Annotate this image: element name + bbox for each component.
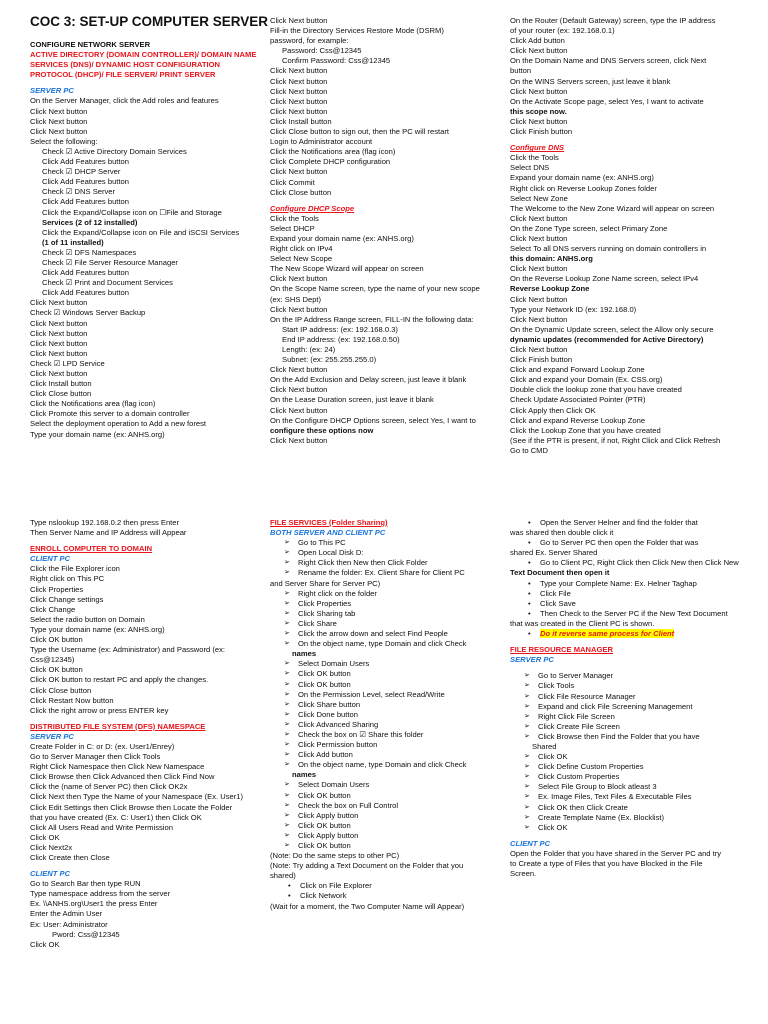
instruction-line: Configure DNS <box>510 143 564 153</box>
instruction-line: Click Next button <box>270 365 328 375</box>
instruction-line: Click Close button <box>30 389 92 399</box>
instruction-line: ➢ Click OK button <box>270 680 506 690</box>
instruction-line: Expand your domain name (ex: ANHS.org) <box>270 233 414 243</box>
instruction-line: FILE SERVICES (Folder Sharing) <box>270 518 388 527</box>
instruction-line: Click Promote this server to a domain controller <box>30 409 190 419</box>
instruction-line: ➢ Expand and click File Screening Management <box>510 702 754 712</box>
instruction-line: names <box>292 649 317 659</box>
instruction-line: Shared <box>532 741 557 751</box>
instruction-line: Select the deployment operation to Add a new forest <box>30 419 207 429</box>
instruction-line: Click Apply then Click OK <box>510 405 596 415</box>
instruction-line: ➢ Select Domain Users <box>270 659 506 669</box>
instruction-line: Click and expand Forward Lookup Zone <box>510 365 645 375</box>
instruction-line: to Create a type of Files that you have Blocked in the File <box>510 859 703 868</box>
instruction-line: ➢ Click Sharing tab <box>270 609 506 619</box>
instruction-line: Click Next then Type the Name of your Namespace (Ex. User1) <box>30 792 243 802</box>
instruction-line: Click Next button <box>270 167 328 177</box>
instruction-line: ➢ Click Advanced Sharing <box>270 720 506 730</box>
instruction-line: Click Next button <box>510 294 568 304</box>
instruction-line: ➢ Click OK <box>510 823 754 833</box>
instruction-line: Click Install button <box>270 116 332 126</box>
instruction-line: Start IP address: (ex: 192.168.0.3) <box>282 324 398 334</box>
instruction-line: Select To all DNS servers running on domain controllers in <box>510 244 707 254</box>
instruction-line: ➢ Go to Server Manager <box>510 671 754 681</box>
instruction-line: ➢ Select File Group to Block atleast 3 <box>510 782 754 792</box>
instruction-line: ➢ Click Add button <box>270 750 506 760</box>
instruction-line: Check ☑ File Server Resource Manager <box>42 257 178 267</box>
instruction-line: Pword: Css@12345 <box>52 929 120 939</box>
instruction-line: • Click on File Explorer <box>270 881 506 891</box>
instruction-line: Right click on This PC <box>30 574 105 584</box>
instruction-line: Click Next button <box>30 328 88 338</box>
instruction-line: On the Domain Name and DNS Servers screen, click Next <box>510 56 707 66</box>
instruction-line: ➢ Go to This PC <box>270 538 506 548</box>
instruction-line: Password: Css@12345 <box>282 46 362 56</box>
instruction-line: ➢ Click Tools <box>510 681 754 691</box>
instruction-line: Length: (ex: 24) <box>282 345 336 354</box>
instruction-line: dynamic updates (recommended for Active Directory) <box>510 334 704 344</box>
instruction-line: ➢ Rename the folder: Ex. Client Share for Client PC <box>270 568 506 578</box>
instruction-line: ➢ Create Template Name (Ex. Blocklist) <box>510 813 754 823</box>
instruction-line: that was created in the Client PC is shown. <box>510 618 655 628</box>
page-title: COC 3: SET-UP COMPUTER SERVER <box>30 14 269 29</box>
instruction-line: Select the following: <box>30 136 98 146</box>
instruction-line: SERVER PC <box>30 731 74 741</box>
instruction-line: Click the Notifications area (flag icon) <box>30 399 156 409</box>
instruction-line: On the Scope Name screen, type the name of your new scope <box>270 284 480 294</box>
instruction-line: Click Next button <box>510 213 568 223</box>
instruction-line: Type your domain name (ex: ANHS.org) <box>30 429 165 439</box>
instruction-line: Enter the Admin User <box>30 909 103 919</box>
instruction-line: ➢ Click OK button <box>270 669 506 679</box>
instruction-line: Click Next button <box>270 86 328 96</box>
instruction-line: Click Add Features button <box>42 288 129 298</box>
instruction-line: On the Activate Scope page, select Yes, I want to activate <box>510 96 704 106</box>
instruction-line: Select New Scope <box>270 254 333 264</box>
instruction-line: Click Add button <box>510 36 565 46</box>
instruction-line: Click Add Features button <box>42 177 129 187</box>
instruction-line: Check ☑ LPD Service <box>30 358 105 368</box>
instruction-line: Click Next button <box>270 274 328 284</box>
instruction-line: Screen. <box>510 869 537 879</box>
instruction-line: Check Update Associated Pointer (PTR) <box>510 395 646 405</box>
instruction-line: ➢ Click Create File Screen <box>510 722 754 732</box>
instruction-line: On the Reverse Lookup Zone Name screen, select IPv4 <box>510 274 699 284</box>
instruction-line: Click Close button <box>270 187 332 197</box>
instruction-line: Click and expand Reverse Lookup Zone <box>510 415 646 425</box>
instruction-line: Click Add Features button <box>42 268 129 278</box>
instruction-line: Click Finish button <box>510 127 573 137</box>
instruction-line: Check ☑ DHCP Server <box>42 167 121 177</box>
instruction-line: Type your Network ID (ex: 192.168.0) <box>510 304 637 314</box>
instruction-line: ➢ Click Apply button <box>270 811 506 821</box>
instruction-line: Click Next button <box>270 405 328 415</box>
instruction-line: of your router (ex: 192.168.0.1) <box>510 26 615 36</box>
instruction-line: ➢ Click Custom Properties <box>510 772 754 782</box>
instruction-line: • Go to Server PC then open the Folder that was <box>510 538 754 548</box>
instruction-line: Click OK <box>30 832 60 842</box>
instruction-line: Click Next button <box>30 338 88 348</box>
instruction-line: Click Next button <box>510 116 568 126</box>
instruction-line: Type nslookup 192.168.0.2 then press Enter <box>30 518 180 527</box>
instruction-line: ➢ Click OK then Click Create <box>510 803 754 813</box>
instruction-line: Click Next2x <box>30 842 73 852</box>
instruction-line: SERVER PC <box>510 655 554 665</box>
instruction-line: • Type your Complete Name: Ex. Helner Taghap <box>510 579 754 589</box>
instruction-line: Click the Expand/Collapse icon on ☐File and Storage <box>42 207 222 217</box>
instruction-line: Services (2 of 12 installed) <box>42 217 138 227</box>
instruction-line: On the Configure DHCP Options screen, select Yes, I want to <box>270 415 476 425</box>
instruction-line: button <box>510 66 532 76</box>
instruction-line: SERVER PC <box>30 86 74 96</box>
instruction-line: Click Next button <box>30 126 88 136</box>
instruction-line: ➢ Click Permission button <box>270 740 506 750</box>
instruction-line: Click Next button <box>270 76 328 86</box>
instruction-line: ➢ Click Define Custom Properties <box>510 762 754 772</box>
instruction-line: Click the Expand/Collapse icon on File and iSCSI Services <box>42 227 240 237</box>
instruction-line: ➢ Ex. Image Files, Text Files & Executable Files <box>510 792 754 802</box>
instruction-line: names <box>292 770 317 780</box>
column-file-resource-manager <box>510 518 754 879</box>
instruction-line: On the Dynamic Update screen, select the Allow only secure <box>510 324 714 334</box>
instruction-line: ➢ Click OK button <box>270 841 506 851</box>
instruction-line: Click the Tools <box>270 213 319 223</box>
instruction-line: Check ☑ DNS Server <box>42 187 116 197</box>
instruction-line: CLIENT PC <box>30 869 71 879</box>
instruction-line: Confirm Password: Css@12345 <box>282 56 391 66</box>
instruction-line: Check ☑ Print and Document Services <box>42 278 173 288</box>
column-domain-dfs <box>30 518 262 950</box>
instruction-line: Check ☑ DFS Namespaces <box>42 247 137 257</box>
instruction-line: that you have created (Ex. C: User1) then Click OK <box>30 812 202 822</box>
instruction-line: End IP address: (ex: 192.168.0.50) <box>282 334 400 344</box>
instruction-line: CONFIGURE NETWORK SERVER <box>30 40 151 49</box>
instruction-line: ➢ Right Click then New then Click Folder <box>270 558 506 568</box>
instruction-line: On the IP Address Range screen, FILL-IN the following data: <box>270 314 474 324</box>
instruction-line: • Then Check to the Server PC if the New Text Document <box>510 609 754 619</box>
instruction-line: Click the right arrow or press ENTER key <box>30 705 169 715</box>
instruction-line: ➢ Check the box on Full Control <box>270 801 506 811</box>
instruction-line: Click Close button <box>30 685 92 695</box>
instruction-line: Click Next button <box>30 369 88 378</box>
instruction-line: Click Next button <box>30 106 88 116</box>
instruction-line <box>510 629 754 639</box>
instruction-line: Click the File Explorer icon <box>30 564 120 574</box>
instruction-line: Subnet: (ex: 255.255.255.0) <box>282 355 377 365</box>
instruction-line: Click Add Features button <box>42 197 129 207</box>
instruction-line: Select New Zone <box>510 193 568 203</box>
instruction-line: ➢ Click Share <box>270 619 506 629</box>
instruction-line: Click the Lookup Zone that you have created <box>510 425 661 435</box>
instruction-line: Click Next button <box>270 304 328 314</box>
instruction-line: Click Next button <box>510 46 568 56</box>
instruction-line: ➢ Click the arrow down and select Find People <box>270 629 506 639</box>
instruction-line: Click Next button <box>510 314 568 324</box>
instruction-line: • Click Network <box>270 891 506 901</box>
instruction-line: Click Change <box>30 604 76 614</box>
instruction-line: ➢ Right Click File Screen <box>510 712 754 722</box>
instruction-line: Ex. \\ANHS.org\User1 the press Enter <box>30 899 158 909</box>
instruction-line: • Open the Server Helner and find the folder that <box>510 518 754 528</box>
instruction-line: Click Finish button <box>510 355 573 365</box>
instruction-line: ➢ Click OK button <box>270 791 506 801</box>
instruction-line: On the Server Manager, click the Add roles and features <box>30 96 219 106</box>
instruction-line: Select DHCP <box>270 223 315 233</box>
instruction-line: Reverse Lookup Zone <box>510 284 590 294</box>
instruction-line: Click Edit Settings then Click Browse then Locate the Folder <box>30 802 233 812</box>
instruction-line: configure these options now <box>270 425 374 435</box>
instruction-line: ➢ Click OK <box>510 752 754 762</box>
instruction-line: Type the Username (ex: Administrator) and Password (ex: <box>30 645 225 655</box>
instruction-line: On the Lease Duration screen, just leave it blank <box>270 395 434 405</box>
instruction-line: ACTIVE DIRECTORY (DOMAIN CONTROLLER)/ DOMAIN NAME SERVICES (DNS)/ DYNAMIC HOST CONFIGURATION PROTOCOL (DHCP)/ FILE SERVER/ PRINT SERVER <box>30 50 257 80</box>
instruction-line: Click All Users Read and Write Permission <box>30 822 173 832</box>
instruction-line: Click Next button <box>510 345 568 354</box>
instruction-line: Login to Administrator account <box>270 137 373 147</box>
instruction-line: On the Zone Type screen, select Primary Zone <box>510 223 668 233</box>
instruction-line: Click Next button <box>510 264 568 274</box>
instruction-line: Click Next button <box>270 106 328 116</box>
instruction-line: Go to Server Manager then Click Tools <box>30 752 161 762</box>
instruction-line: (See if the PTR is present, if not, Right Click and Click Refresh <box>510 435 721 445</box>
instruction-line: was shared then double click it <box>510 528 614 538</box>
instruction-line: ➢ Right click on the folder <box>270 589 506 599</box>
instruction-line: shared) <box>270 871 296 881</box>
instruction-line: Click Next button <box>30 116 88 126</box>
instruction-line: (ex: SHS Dept) <box>270 294 322 304</box>
instruction-line: The New Scope Wizard will appear on screen <box>270 264 424 274</box>
instruction-line: Right Click Namespace then Click New Namespace <box>30 762 205 772</box>
instruction-line: Check ☑ Windows Server Backup <box>30 308 146 318</box>
instruction-line: Click Next button <box>270 96 328 106</box>
instruction-line: ➢ Select Domain Users <box>270 780 506 790</box>
instruction-line: (Wait for a moment, the Two Computer Name will Appear) <box>270 901 465 911</box>
instruction-line: Open the Folder that you have shared in the Server PC and try <box>510 848 722 858</box>
instruction-line: Click Properties <box>30 584 84 594</box>
instruction-line: On the WINS Servers screen, just leave it blank <box>510 76 671 86</box>
instruction-line: Right click on Reverse Lookup Zones folder <box>510 183 657 193</box>
instruction-line: (1 of 11 installed) <box>42 237 104 247</box>
instruction-line: Select DNS <box>510 163 550 173</box>
instruction-line: Select the radio button on Domain <box>30 614 145 624</box>
instruction-line: Click and expand your Domain (Ex. CSS.org) <box>510 375 663 385</box>
instruction-line: this domain: ANHS.org <box>510 254 593 264</box>
instruction-line: Click Change settings <box>30 594 104 604</box>
instruction-line: On the Add Exclusion and Delay screen, just leave it blank <box>270 375 467 385</box>
instruction-line: Click Install button <box>30 379 92 389</box>
instruction-line: (Note: Try adding a Text Document on the Folder that you <box>270 861 464 871</box>
instruction-line: Click Complete DHCP configuration <box>270 157 391 167</box>
instruction-line: Click Next button <box>30 318 88 328</box>
instruction-line: The Welcome to the New Zone Wizard will appear on screen <box>510 203 715 213</box>
instruction-line: Click the (name of Server PC) then Click OK2x <box>30 782 188 792</box>
instruction-line: • Click File <box>510 589 754 599</box>
instruction-line: Click OK button to restart PC and apply the changes. <box>30 675 209 685</box>
instruction-line: • Click Save <box>510 599 754 609</box>
instruction-line: (Note: Do the same steps to other PC) <box>270 851 400 861</box>
instruction-line: ➢ On the object name, type Domain and click Check <box>270 760 506 770</box>
instruction-line: and Server Share for Server PC) <box>270 578 381 588</box>
instruction-line: Click Next button <box>270 66 328 76</box>
instruction-line: ➢ Click Share button <box>270 700 506 710</box>
instruction-line: FILE RESOURCE MANAGER <box>510 645 613 655</box>
instruction-line: Right click on IPv4 <box>270 244 333 254</box>
instruction-line: ➢ Click Browse then Find the Folder that you have <box>510 732 754 742</box>
column-network-server <box>30 40 260 440</box>
instruction-line: Click Next button <box>30 298 88 308</box>
instruction-line: CLIENT PC <box>30 554 71 564</box>
instruction-line: Click Next button <box>270 435 328 445</box>
instruction-line: ➢ On the Permission Level, select Read/Write <box>270 690 506 700</box>
column-dhcp <box>270 16 500 446</box>
instruction-line: Type your domain name (ex: ANHS.org) <box>30 624 165 634</box>
instruction-line: Click the Tools <box>510 153 559 163</box>
column-dns <box>510 16 746 456</box>
instruction-line: Ex: User: Administrator <box>30 919 108 929</box>
instruction-line: Type namespace address from the server <box>30 889 171 899</box>
instruction-line: ➢ Click Properties <box>270 599 506 609</box>
instruction-line: Click Close button to sign out, then the PC will restart <box>270 127 449 137</box>
instruction-line: On the Router (Default Gateway) screen, type the IP address <box>510 16 716 25</box>
instruction-line: BOTH SERVER AND CLIENT PC <box>270 528 386 538</box>
instruction-line: ➢ Click Apply button <box>270 831 506 841</box>
instruction-line: ➢ Click File Resource Manager <box>510 692 754 702</box>
instruction-line: Click Next button <box>510 86 568 96</box>
instruction-line: Create Folder in C: or D: (ex. User1/Enrey) <box>30 741 175 751</box>
instruction-line: ➢ Click OK button <box>270 821 506 831</box>
instruction-line: Check ☑ Active Directory Domain Services <box>42 146 187 156</box>
instruction-line: Click Add Features button <box>42 157 129 167</box>
instruction-line: Go to Search Bar then type RUN <box>30 879 141 889</box>
instruction-line: Click OK button <box>30 635 83 645</box>
instruction-line: ENROLL COMPUTER TO DOMAIN <box>30 544 153 554</box>
instruction-line: this scope now. <box>510 106 567 116</box>
instruction-line: ➢ Check the box on ☑ Share this folder <box>270 730 506 740</box>
instruction-line: Click OK <box>30 939 60 949</box>
instruction-line: Click Next button <box>270 385 328 395</box>
instruction-line: ➢ Click Done button <box>270 710 506 720</box>
instruction-line: CLIENT PC <box>510 838 551 848</box>
column-file-services <box>270 518 506 912</box>
instruction-line: • Go to Client PC, Right Click then Click New then Click New <box>510 558 754 568</box>
instruction-line: Click Restart Now button <box>30 695 114 705</box>
instruction-line: ➢ On the object name, type Domain and click Check <box>270 639 506 649</box>
instruction-line: Click Next button <box>510 233 568 243</box>
instruction-line: Fill-in the Directory Services Restore Mode (DSRM) <box>270 26 444 36</box>
instruction-line: ➢ Open Local Disk D: <box>270 548 506 558</box>
highlighted-note: Do it reverse same process for Client <box>540 629 675 639</box>
instruction-line: Configure DHCP Scope <box>270 203 355 213</box>
instruction-line: DISTRIBUTED FILE SYSTEM (DFS) NAMESPACE <box>30 721 206 731</box>
instruction-line: Click Create then Close <box>30 853 110 862</box>
instruction-line: Click Browse then Click Advanced then Click Find Now <box>30 772 215 782</box>
instruction-line: Click OK button <box>30 665 83 675</box>
instruction-line: Double click the lookup zone that you have created <box>510 385 682 395</box>
instruction-line: shared Ex. Server Shared <box>510 548 598 558</box>
instruction-line: Text Document then open it <box>510 568 610 578</box>
instruction-line: Css@12345) <box>30 655 75 665</box>
instruction-line: Click Next button <box>270 16 328 25</box>
instruction-line: Then Server Name and IP Address will Appear <box>30 528 187 538</box>
instruction-line: password, for example: <box>270 36 349 46</box>
instruction-line: Click the Notifications area (flag icon) <box>270 147 396 157</box>
instruction-line: Go to CMD <box>510 445 548 455</box>
instruction-line: Click Next button <box>30 348 88 358</box>
instruction-line: Click Commit <box>270 177 315 187</box>
instruction-line: Expand your domain name (ex: ANHS.org) <box>510 173 654 183</box>
